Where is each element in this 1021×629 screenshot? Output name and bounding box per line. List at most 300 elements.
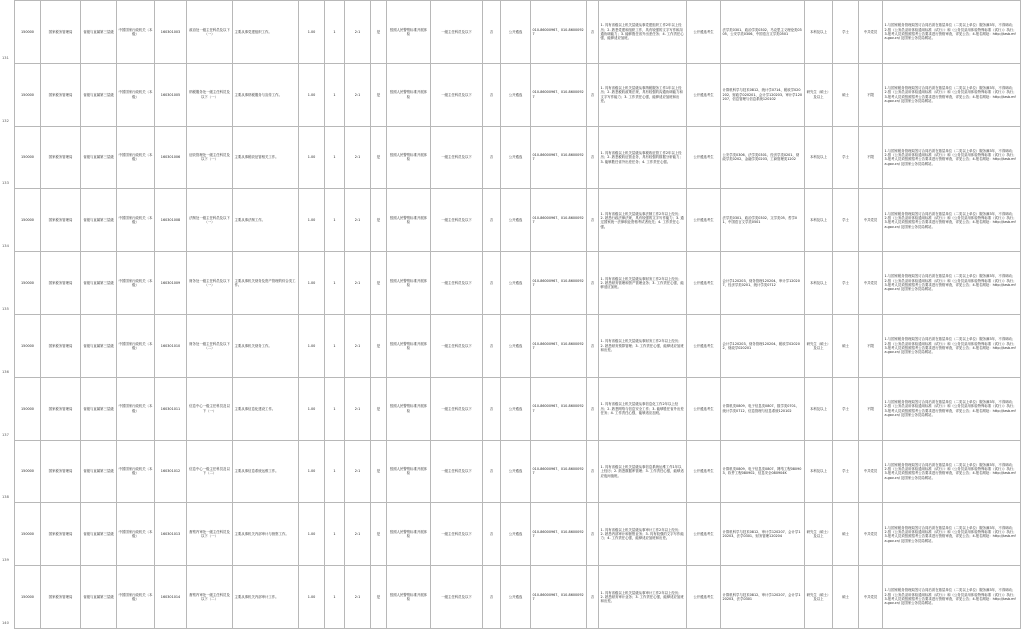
flag2-cell[interactable]: [587, 314, 599, 377]
phone-cell[interactable]: [531, 503, 587, 566]
position-cell[interactable]: [187, 314, 233, 377]
requirements-cell[interactable]: [599, 314, 687, 377]
department-cell-text: 国家税务管理局: [48, 218, 73, 223]
method-cell[interactable]: [501, 1, 531, 64]
politics-cell[interactable]: [859, 252, 883, 315]
rank-cell[interactable]: [431, 314, 483, 377]
phone-cell[interactable]: [531, 126, 587, 189]
code-cell[interactable]: [15, 566, 41, 629]
ratio-cell[interactable]: [345, 252, 371, 315]
flag2-cell[interactable]: [587, 566, 599, 629]
requirements-cell-text: 1. 具有省级以上机关层级从事审计工作2年以上经历；2. 熟悉财务审计业务；3. 工作责任心强，能够适应加班和出差。: [600, 590, 684, 604]
quota-cell[interactable]: [325, 252, 345, 315]
exam-cell[interactable]: [387, 566, 431, 629]
exam-cell[interactable]: [387, 63, 431, 126]
flag2-cell-text: 否: [590, 29, 595, 34]
duty-cell[interactable]: [233, 189, 299, 252]
exam-cell[interactable]: [387, 377, 431, 440]
level-cell[interactable]: [299, 189, 325, 252]
duty-cell-text: 主要从事税收征管相关工作。: [234, 155, 279, 160]
quota-cell-text: 1: [333, 469, 336, 474]
political-cell[interactable]: [483, 314, 501, 377]
duty-cell[interactable]: [233, 314, 299, 377]
method-cell[interactable]: [501, 314, 531, 377]
exam-cell[interactable]: [387, 126, 431, 189]
duty-cell[interactable]: [233, 1, 299, 64]
duty-cell[interactable]: [233, 566, 299, 629]
bureau-cell[interactable]: [81, 252, 117, 315]
notes-cell[interactable]: [883, 503, 1021, 566]
exam-cell-text: 按照人民警察标准开展体检: [389, 215, 428, 225]
quota-cell[interactable]: [325, 1, 345, 64]
bureau-cell[interactable]: [81, 126, 117, 189]
rank-cell[interactable]: [431, 377, 483, 440]
requirements-cell[interactable]: [599, 1, 687, 64]
phone-cell[interactable]: [531, 440, 587, 503]
unit-type-cell[interactable]: [117, 566, 155, 629]
level-cell[interactable]: [299, 126, 325, 189]
department-cell[interactable]: [41, 377, 81, 440]
rank-cell[interactable]: [431, 440, 483, 503]
flag-cell[interactable]: [371, 252, 387, 315]
politics-cell[interactable]: [859, 189, 883, 252]
code-cell-text: 150000: [21, 280, 34, 285]
education-cell[interactable]: [805, 189, 833, 252]
education-cell-text: 本科及以上: [810, 155, 827, 160]
department-cell-text: 国家税务管理局: [48, 29, 73, 34]
method-cell[interactable]: [501, 503, 531, 566]
position-cell[interactable]: [187, 1, 233, 64]
requirements-cell[interactable]: [599, 440, 687, 503]
code-cell[interactable]: [15, 503, 41, 566]
quota-cell[interactable]: [325, 63, 345, 126]
degree-cell[interactable]: [833, 252, 859, 315]
degree-cell[interactable]: [833, 314, 859, 377]
politics-cell[interactable]: [859, 314, 883, 377]
ratio-cell[interactable]: [345, 63, 371, 126]
unit-type-cell[interactable]: [117, 252, 155, 315]
department-cell-text: 国家税务管理局: [48, 280, 73, 285]
department-cell[interactable]: [41, 314, 81, 377]
flag2-cell-text: 否: [590, 469, 595, 474]
ratio-cell[interactable]: [345, 189, 371, 252]
scope-cell[interactable]: [687, 566, 721, 629]
notes-cell[interactable]: [883, 252, 1021, 315]
unit-code-cell[interactable]: [155, 440, 187, 503]
bureau-cell[interactable]: [81, 314, 117, 377]
flag-cell[interactable]: [371, 440, 387, 503]
flag-cell-text: 是: [376, 469, 381, 474]
method-cell[interactable]: [501, 566, 531, 629]
exam-cell-text: 按照人民警察标准开展体检: [389, 278, 428, 288]
majors-cell[interactable]: [721, 314, 805, 377]
notes-cell[interactable]: [883, 189, 1021, 252]
political-cell[interactable]: [483, 126, 501, 189]
bureau-cell[interactable]: [81, 1, 117, 64]
exam-cell[interactable]: [387, 503, 431, 566]
bureau-cell[interactable]: [81, 63, 117, 126]
position-table: [14, 0, 1021, 629]
requirements-cell[interactable]: [599, 63, 687, 126]
quota-cell[interactable]: [325, 314, 345, 377]
phone-cell-text: 010-86000967、010-86000927: [532, 467, 584, 476]
department-cell[interactable]: [41, 503, 81, 566]
requirements-cell[interactable]: [599, 566, 687, 629]
majors-cell[interactable]: [721, 189, 805, 252]
flag2-cell[interactable]: [587, 252, 599, 315]
flag2-cell[interactable]: [587, 503, 599, 566]
exam-cell[interactable]: [387, 189, 431, 252]
duty-cell-text: 主要从事机关内部审计与督察工作。: [234, 532, 289, 537]
quota-cell[interactable]: [325, 440, 345, 503]
bureau-cell[interactable]: [81, 566, 117, 629]
flag2-cell[interactable]: [587, 63, 599, 126]
ratio-cell[interactable]: [345, 377, 371, 440]
duty-cell[interactable]: [233, 63, 299, 126]
quota-cell[interactable]: [325, 189, 345, 252]
position-cell[interactable]: [187, 377, 233, 440]
ratio-cell[interactable]: [345, 126, 371, 189]
political-cell[interactable]: [483, 1, 501, 64]
flag-cell[interactable]: [371, 63, 387, 126]
education-cell[interactable]: [805, 503, 833, 566]
scope-cell[interactable]: [687, 63, 721, 126]
level-cell[interactable]: [299, 1, 325, 64]
scope-cell[interactable]: [687, 314, 721, 377]
unit-code-cell[interactable]: [155, 189, 187, 252]
requirements-cell-text: 1. 具有省级以上机关层级从事审计工作2年以上经历；2. 熟悉内部审计和督察业务；3. 具有较强的文字写作能力；4. 工作责任心强，能够适应加班和出差。: [600, 527, 684, 541]
majors-cell-text: 计算机科学与技术0812、统计学0714、税收学020202、财政学020201、会计学120203、审计学120207、信息管理与信息系统120102: [722, 88, 803, 101]
duty-cell[interactable]: [233, 252, 299, 315]
degree-cell[interactable]: [833, 440, 859, 503]
rank-cell-text: 一级主任科员及以下: [441, 469, 472, 474]
method-cell[interactable]: [501, 63, 531, 126]
unit-code-cell[interactable]: [155, 63, 187, 126]
position-cell[interactable]: [187, 252, 233, 315]
flag-cell[interactable]: [371, 377, 387, 440]
department-cell[interactable]: [41, 189, 81, 252]
requirements-cell[interactable]: [599, 377, 687, 440]
phone-cell-text: 010-86000967、010-86000927: [532, 278, 584, 288]
method-cell[interactable]: [501, 126, 531, 189]
political-cell[interactable]: [483, 252, 501, 315]
unit-type-cell[interactable]: [117, 440, 155, 503]
education-cell[interactable]: [805, 1, 833, 64]
position-cell[interactable]: [187, 63, 233, 126]
rank-cell-text: 一级主任科员及以下: [441, 218, 472, 223]
requirements-cell[interactable]: [599, 503, 687, 566]
quota-cell[interactable]: [325, 566, 345, 629]
majors-cell-text: 公安学类0306、法学类0301、经济学类0201、财政学类0202、金融学类0203、工商管理类1202: [722, 153, 800, 162]
department-cell[interactable]: [41, 440, 81, 503]
duty-cell[interactable]: [233, 503, 299, 566]
unit-type-cell-text: 中国国家行政机关（本级）: [118, 215, 153, 225]
unit-code-cell-text: 160301005: [160, 92, 181, 97]
requirements-cell-text: 1. 具有省级以上机关层级从事信息系统运维工作1年以上经历；2. 熟悉数据库管理；3. 工作责任心强，能够适应夜间值班。: [600, 465, 684, 478]
phone-cell[interactable]: [531, 189, 587, 252]
scope-cell-text: 公开遴选考生: [693, 29, 714, 34]
position-cell[interactable]: [187, 440, 233, 503]
notes-cell[interactable]: [883, 126, 1021, 189]
flag2-cell[interactable]: [587, 126, 599, 189]
code-cell[interactable]: [15, 189, 41, 252]
majors-cell[interactable]: [721, 126, 805, 189]
politics-cell[interactable]: [859, 566, 883, 629]
unit-type-cell[interactable]: [117, 189, 155, 252]
level-cell[interactable]: [299, 440, 325, 503]
quota-cell[interactable]: [325, 503, 345, 566]
degree-cell[interactable]: [833, 189, 859, 252]
majors-cell[interactable]: [721, 440, 805, 503]
degree-cell-text: 学士: [842, 406, 849, 411]
flag-cell[interactable]: [371, 314, 387, 377]
position-cell[interactable]: [187, 566, 233, 629]
phone-cell[interactable]: [531, 63, 587, 126]
rank-cell[interactable]: [431, 1, 483, 64]
political-cell[interactable]: [483, 189, 501, 252]
requirements-cell[interactable]: [599, 189, 687, 252]
duty-cell[interactable]: [233, 377, 299, 440]
political-cell-text: 否: [489, 280, 494, 285]
row-number: 135: [2, 307, 9, 311]
bureau-cell[interactable]: [81, 189, 117, 252]
unit-type-cell[interactable]: [117, 63, 155, 126]
scope-cell[interactable]: [687, 189, 721, 252]
phone-cell[interactable]: [531, 566, 587, 629]
ratio-cell[interactable]: [345, 440, 371, 503]
flag2-cell-text: 否: [590, 406, 595, 411]
department-cell[interactable]: [41, 252, 81, 315]
scope-cell[interactable]: [687, 252, 721, 315]
notes-cell[interactable]: [883, 63, 1021, 126]
unit-type-cell[interactable]: [117, 377, 155, 440]
education-cell[interactable]: [805, 126, 833, 189]
position-cell[interactable]: [187, 503, 233, 566]
quota-cell[interactable]: [325, 126, 345, 189]
unit-type-cell[interactable]: [117, 1, 155, 64]
political-cell[interactable]: [483, 503, 501, 566]
degree-cell[interactable]: [833, 503, 859, 566]
department-cell-text: 国家税务管理局: [48, 406, 73, 411]
bureau-cell[interactable]: [81, 377, 117, 440]
education-cell[interactable]: [805, 440, 833, 503]
bureau-cell[interactable]: [81, 440, 117, 503]
majors-cell[interactable]: [721, 1, 805, 64]
department-cell-text: 国家税务管理局: [48, 594, 73, 599]
politics-cell[interactable]: [859, 1, 883, 64]
quota-cell[interactable]: [325, 377, 345, 440]
politics-cell-text: 中共党员: [863, 280, 878, 285]
position-cell[interactable]: [187, 126, 233, 189]
political-cell[interactable]: [483, 566, 501, 629]
notes-cell[interactable]: [883, 566, 1021, 629]
method-cell[interactable]: [501, 377, 531, 440]
phone-cell[interactable]: [531, 377, 587, 440]
degree-cell-text: 硕士: [842, 343, 849, 348]
flag-cell[interactable]: [371, 189, 387, 252]
flag-cell[interactable]: [371, 126, 387, 189]
unit-type-cell[interactable]: [117, 126, 155, 189]
majors-cell-text: 计算机类0809、电子信息类0807、数学类0701、统计学类0712、信息管理与信息系统120102: [722, 404, 800, 413]
unit-type-cell[interactable]: [117, 314, 155, 377]
exam-cell[interactable]: [387, 252, 431, 315]
scope-cell[interactable]: [687, 126, 721, 189]
political-cell-text: 否: [489, 469, 494, 474]
department-cell[interactable]: [41, 126, 81, 189]
degree-cell[interactable]: [833, 377, 859, 440]
majors-cell[interactable]: [721, 377, 805, 440]
flag2-cell[interactable]: [587, 377, 599, 440]
education-cell[interactable]: [805, 252, 833, 315]
notes-cell[interactable]: [883, 314, 1021, 377]
unit-code-cell-text: 160301011: [160, 406, 181, 411]
notes-cell[interactable]: [883, 440, 1021, 503]
level-cell[interactable]: [299, 314, 325, 377]
unit-code-cell[interactable]: [155, 126, 187, 189]
degree-cell[interactable]: [833, 63, 859, 126]
degree-cell[interactable]: [833, 126, 859, 189]
education-cell[interactable]: [805, 314, 833, 377]
flag2-cell[interactable]: [587, 189, 599, 252]
unit-code-cell[interactable]: [155, 377, 187, 440]
department-cell[interactable]: [41, 566, 81, 629]
politics-cell[interactable]: [859, 377, 883, 440]
unit-code-cell-text: 160301003: [160, 29, 181, 34]
phone-cell-text: 010-86000967、010-86000927: [532, 27, 584, 36]
politics-cell[interactable]: [859, 126, 883, 189]
unit-code-cell[interactable]: [155, 1, 187, 64]
majors-cell[interactable]: [721, 252, 805, 315]
duty-cell-text: 主要从事信息系统运维工作。: [234, 469, 279, 474]
scope-cell-text: 公开遴选考生: [693, 92, 714, 97]
politics-cell-text: 中共党员: [863, 29, 878, 34]
level-cell-text: 1.00: [307, 532, 316, 537]
ratio-cell[interactable]: [345, 566, 371, 629]
exam-cell[interactable]: [387, 440, 431, 503]
code-cell[interactable]: [15, 1, 41, 64]
rank-cell[interactable]: [431, 566, 483, 629]
requirements-cell-text: 1. 具有省级以上机关层级从事财务工作2年以上经历；2. 熟悉财务预算管理；3. 工作责任心强，能够适应加班和出差。: [600, 339, 684, 353]
flag2-cell[interactable]: [587, 440, 599, 503]
education-cell[interactable]: [805, 63, 833, 126]
rank-cell[interactable]: [431, 503, 483, 566]
political-cell[interactable]: [483, 377, 501, 440]
level-cell[interactable]: [299, 377, 325, 440]
level-cell[interactable]: [299, 503, 325, 566]
level-cell[interactable]: [299, 566, 325, 629]
department-cell[interactable]: [41, 1, 81, 64]
code-cell[interactable]: [15, 377, 41, 440]
politics-cell[interactable]: [859, 440, 883, 503]
education-cell-text: 研究生（硕士）及以上: [806, 90, 831, 99]
flag-cell[interactable]: [371, 1, 387, 64]
bureau-cell[interactable]: [81, 503, 117, 566]
notes-cell[interactable]: [883, 377, 1021, 440]
phone-cell[interactable]: [531, 252, 587, 315]
position-cell[interactable]: [187, 189, 233, 252]
flag-cell[interactable]: [371, 503, 387, 566]
scope-cell[interactable]: [687, 377, 721, 440]
scope-cell[interactable]: [687, 1, 721, 64]
degree-cell[interactable]: [833, 566, 859, 629]
code-cell[interactable]: [15, 63, 41, 126]
politics-cell[interactable]: [859, 503, 883, 566]
duty-cell-text: 主要从事党建组织工作。: [234, 29, 272, 34]
unit-code-cell[interactable]: [155, 566, 187, 629]
ratio-cell-text: 2:1: [354, 469, 361, 474]
code-cell[interactable]: [15, 252, 41, 315]
exam-cell[interactable]: [387, 1, 431, 64]
majors-cell-text: 计算机科学与技术0812、审计学120207、会计学120203、法学0301: [722, 592, 801, 602]
degree-cell[interactable]: [833, 1, 859, 64]
code-cell[interactable]: [15, 440, 41, 503]
requirements-cell[interactable]: [599, 126, 687, 189]
code-cell-text: 150000: [21, 155, 34, 160]
flag-cell[interactable]: [371, 566, 387, 629]
majors-cell[interactable]: [721, 63, 805, 126]
flag2-cell[interactable]: [587, 1, 599, 64]
unit-type-cell[interactable]: [117, 503, 155, 566]
department-cell[interactable]: [41, 63, 81, 126]
politics-cell-text: 不限: [867, 343, 874, 348]
majors-cell[interactable]: [721, 503, 805, 566]
unit-code-cell-text: 160301009: [160, 280, 181, 285]
rank-cell[interactable]: [431, 252, 483, 315]
row-number: 136: [2, 369, 9, 374]
political-cell[interactable]: [483, 63, 501, 126]
unit-code-cell[interactable]: [155, 252, 187, 315]
requirements-cell-text: 1. 具有省级以上机关层级从事财务工作2年以上经历；2. 熟悉财务管理和资产管理业务；3. 工作责任心强，能够适应加班。: [600, 276, 684, 290]
duty-cell[interactable]: [233, 126, 299, 189]
bureau-cell-text: 省级与直属第三层级: [83, 92, 114, 97]
ratio-cell[interactable]: [345, 503, 371, 566]
phone-cell[interactable]: [531, 1, 587, 64]
duty-cell[interactable]: [233, 440, 299, 503]
level-cell[interactable]: [299, 252, 325, 315]
education-cell[interactable]: [805, 566, 833, 629]
education-cell[interactable]: [805, 377, 833, 440]
code-cell[interactable]: [15, 314, 41, 377]
method-cell[interactable]: [501, 440, 531, 503]
code-cell[interactable]: [15, 126, 41, 189]
politics-cell[interactable]: [859, 63, 883, 126]
bureau-cell-text: 省级与直属第三层级: [83, 280, 114, 285]
unit-code-cell[interactable]: [155, 314, 187, 377]
political-cell[interactable]: [483, 440, 501, 503]
notes-cell[interactable]: [883, 1, 1021, 64]
rank-cell-text: 一级主任科员及以下: [441, 343, 472, 348]
method-cell[interactable]: [501, 252, 531, 315]
phone-cell[interactable]: [531, 314, 587, 377]
rank-cell[interactable]: [431, 126, 483, 189]
method-cell[interactable]: [501, 189, 531, 252]
scope-cell[interactable]: [687, 440, 721, 503]
exam-cell[interactable]: [387, 314, 431, 377]
ratio-cell[interactable]: [345, 1, 371, 64]
ratio-cell-text: 2:1: [354, 218, 361, 223]
scope-cell[interactable]: [687, 503, 721, 566]
position-cell-text: 督察内审处一级主任科员及以下（一）: [189, 529, 230, 539]
flag-cell-text: 是: [376, 92, 381, 97]
level-cell[interactable]: [299, 63, 325, 126]
rank-cell[interactable]: [431, 189, 483, 252]
requirements-cell[interactable]: [599, 252, 687, 315]
majors-cell[interactable]: [721, 566, 805, 629]
unit-code-cell[interactable]: [155, 503, 187, 566]
rank-cell[interactable]: [431, 63, 483, 126]
ratio-cell[interactable]: [345, 314, 371, 377]
method-cell-text: 公开遴选: [508, 532, 523, 537]
